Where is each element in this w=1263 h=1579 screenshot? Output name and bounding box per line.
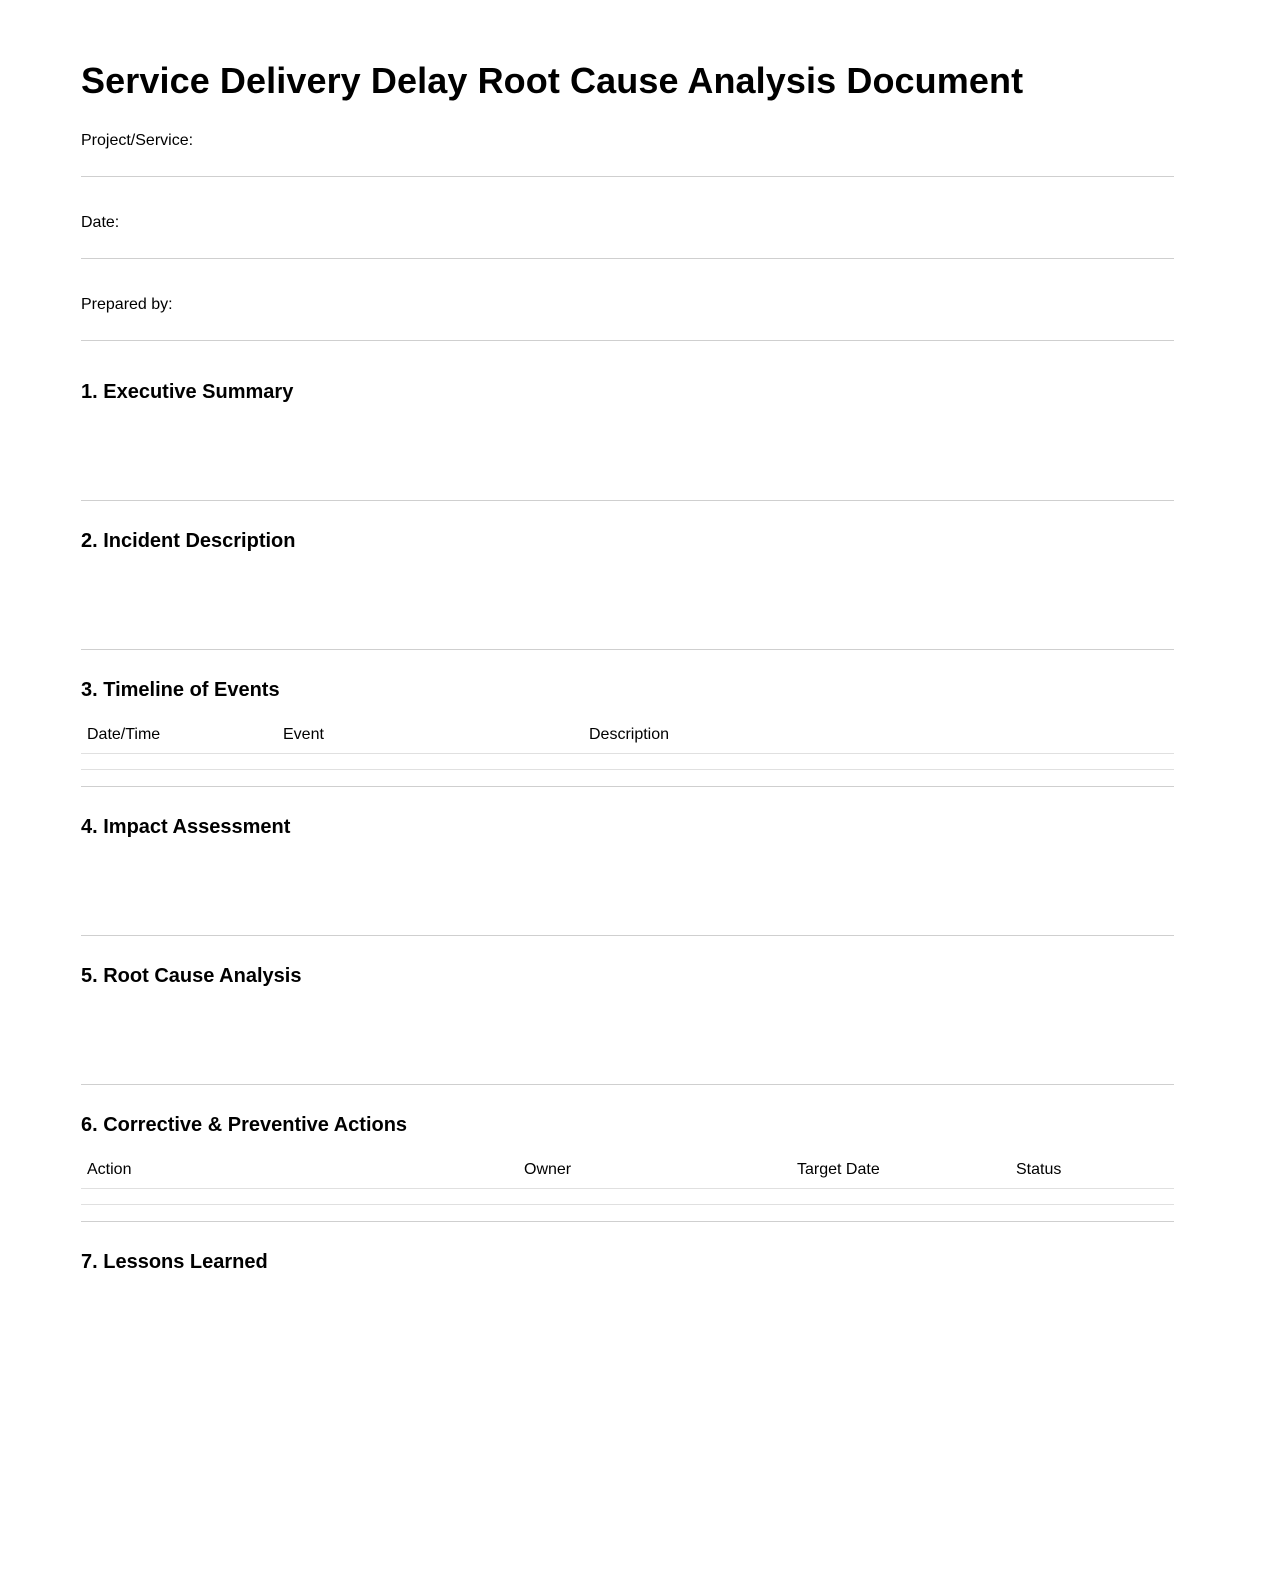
column-header-date-time: Date/Time xyxy=(87,726,161,743)
table-row-line xyxy=(81,769,1174,770)
section-heading: 4. Impact Assessment xyxy=(81,816,291,838)
section-divider xyxy=(81,649,1174,650)
executive-summary-content[interactable] xyxy=(81,410,1174,500)
incident-description-content[interactable] xyxy=(81,559,1174,649)
column-header-target-date: Target Date xyxy=(797,1161,880,1178)
section-divider xyxy=(81,1084,1174,1085)
impact-assessment-content[interactable] xyxy=(81,845,1174,935)
section-heading: 6. Corrective & Preventive Actions xyxy=(81,1114,408,1136)
field-label: Date: xyxy=(81,214,120,231)
section-corrective-actions xyxy=(81,1113,1174,1137)
section-lessons-learned xyxy=(81,1250,1174,1274)
column-header-action: Action xyxy=(87,1161,132,1178)
table-row[interactable] xyxy=(81,754,1174,769)
field-label: Project/Service: xyxy=(81,132,194,149)
section-heading: 5. Root Cause Analysis xyxy=(81,965,302,987)
section-heading: 7. Lessons Learned xyxy=(81,1251,268,1273)
table-row[interactable] xyxy=(81,1189,1174,1204)
section-heading: 3. Timeline of Events xyxy=(81,679,280,701)
section-divider xyxy=(81,786,1174,787)
section-executive-summary xyxy=(81,380,1174,404)
document-title: Service Delivery Delay Root Cause Analysis Document xyxy=(81,60,1024,101)
column-header-event: Event xyxy=(283,726,324,743)
section-impact-assessment xyxy=(81,815,1174,839)
table-row-line xyxy=(81,1204,1174,1205)
section-root-cause-analysis xyxy=(81,964,1174,988)
document-page xyxy=(0,0,1263,102)
field-label: Prepared by: xyxy=(81,296,173,313)
section-divider xyxy=(81,935,1174,936)
section-timeline xyxy=(81,678,1174,702)
column-header-status: Status xyxy=(1016,1161,1062,1178)
column-header-owner: Owner xyxy=(524,1161,572,1178)
root-cause-analysis-content[interactable] xyxy=(81,994,1174,1084)
section-divider xyxy=(81,1221,1174,1222)
section-heading: 2. Incident Description xyxy=(81,530,296,552)
section-heading: 1. Executive Summary xyxy=(81,381,294,403)
field-date[interactable] xyxy=(81,214,1174,259)
section-incident-description xyxy=(81,529,1174,553)
lessons-learned-content[interactable] xyxy=(81,1280,1174,1400)
field-project-service[interactable] xyxy=(81,132,1174,177)
column-header-description: Description xyxy=(589,726,670,743)
section-divider xyxy=(81,500,1174,501)
field-prepared-by[interactable] xyxy=(81,296,1174,341)
